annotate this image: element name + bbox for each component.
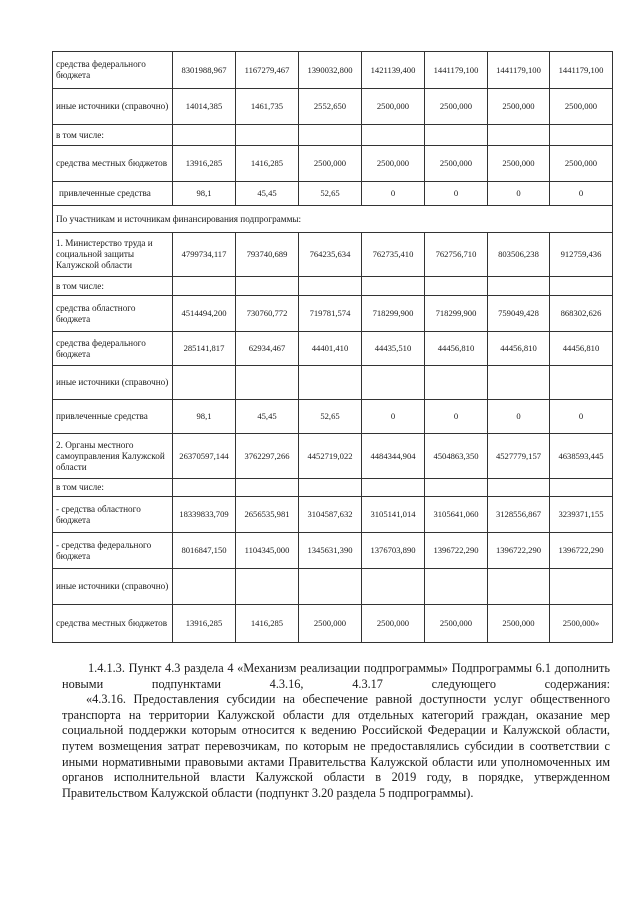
empty-cell — [488, 277, 550, 296]
value-cell: 44435,510 — [362, 332, 425, 366]
table-row — [53, 400, 613, 434]
value-cell: 4799734,117 — [173, 233, 236, 277]
paragraph-1: 1.4.1.3. Пункт 4.3 раздела 4 «Механизм реализации подпрограммы» Подпрограммы 6.1 дополнить новыми подпунктами 4.3.16, 4.3.17 следующего содержания: — [62, 661, 610, 691]
empty-cell — [362, 125, 425, 146]
table-row — [53, 146, 613, 182]
value-cell: 2552,650 — [299, 89, 362, 125]
value-cell: 44401,410 — [299, 332, 362, 366]
empty-cell — [362, 479, 425, 497]
empty-cell — [362, 277, 425, 296]
paragraph-2: «4.3.16. Предоставления субсидии на обеспечение равной доступности услуг общественного транспорта на территории Калужской области для отдельных категорий граждан, оказание мер социальной поддержки которым относится к ведению Российской Федерации и Калужской области, путем возмещения затрат перевозчикам, по которым не предоставлялись субсидии в соответствии с иными нормативными правовыми актами Правительства Калужской области или уполномоченных им органов исполнительной власти Калужской области в 2019 году, в порядке, утвержденном Правительством Калужской области (подпункт 3.20 раздела 5 подпрограммы). — [62, 692, 610, 800]
value-cell: 0 — [550, 400, 613, 434]
row-label: средства областного бюджета — [53, 296, 173, 332]
value-cell: 2500,000 — [488, 146, 550, 182]
value-cell — [299, 366, 362, 400]
empty-cell — [173, 479, 236, 497]
value-cell: 26370597,144 — [173, 434, 236, 479]
value-cell: 2500,000 — [488, 89, 550, 125]
financing-table-body — [53, 52, 613, 643]
value-cell: 2500,000 — [362, 89, 425, 125]
value-cell: 3762297,266 — [236, 434, 299, 479]
value-cell: 2656535,981 — [236, 497, 299, 533]
value-cell: 52,65 — [299, 182, 362, 206]
value-cell: 718299,900 — [425, 296, 488, 332]
empty-cell — [173, 125, 236, 146]
empty-cell — [425, 125, 488, 146]
value-cell: 1441179,100 — [488, 52, 550, 89]
value-cell: 18339833,709 — [173, 497, 236, 533]
empty-cell — [550, 125, 613, 146]
value-cell: 1396722,290 — [550, 533, 613, 569]
table-row — [53, 479, 613, 497]
value-cell: 8301988,967 — [173, 52, 236, 89]
value-cell: 44456,810 — [425, 332, 488, 366]
row-label: в том числе: — [53, 479, 173, 497]
row-label: средства федерального бюджета — [53, 52, 173, 89]
value-cell: 13916,285 — [173, 146, 236, 182]
value-cell: 3105641,060 — [425, 497, 488, 533]
value-cell: 2500,000 — [550, 146, 613, 182]
value-cell — [299, 569, 362, 605]
empty-cell — [299, 277, 362, 296]
value-cell: 868302,626 — [550, 296, 613, 332]
row-label: - средства областного бюджета — [53, 497, 173, 533]
value-cell: 2500,000 — [550, 89, 613, 125]
value-cell: 4452719,022 — [299, 434, 362, 479]
row-label: иные источники (справочно) — [53, 89, 173, 125]
value-cell — [236, 569, 299, 605]
value-cell — [425, 569, 488, 605]
value-cell: 2500,000» — [550, 605, 613, 643]
value-cell: 285141,817 — [173, 332, 236, 366]
table-row — [53, 533, 613, 569]
value-cell: 3128556,867 — [488, 497, 550, 533]
value-cell: 1416,285 — [236, 605, 299, 643]
row-label: 1. Министерство труда и социальной защиты Калужской области — [53, 233, 173, 277]
value-cell: 4484344,904 — [362, 434, 425, 479]
value-cell: 14014,385 — [173, 89, 236, 125]
value-cell — [550, 366, 613, 400]
row-label: привлеченные средства — [53, 182, 173, 206]
value-cell: 62934,467 — [236, 332, 299, 366]
value-cell: 2500,000 — [425, 89, 488, 125]
value-cell: 764235,634 — [299, 233, 362, 277]
value-cell — [236, 366, 299, 400]
value-cell — [488, 569, 550, 605]
empty-cell — [488, 479, 550, 497]
value-cell: 45,45 — [236, 182, 299, 206]
value-cell: 4504863,350 — [425, 434, 488, 479]
empty-cell — [299, 125, 362, 146]
value-cell: 44456,810 — [550, 332, 613, 366]
row-label: средства федерального бюджета — [53, 332, 173, 366]
value-cell: 803506,238 — [488, 233, 550, 277]
value-cell: 1396722,290 — [425, 533, 488, 569]
value-cell: 912759,436 — [550, 233, 613, 277]
value-cell — [425, 366, 488, 400]
table-row — [53, 434, 613, 479]
value-cell: 0 — [488, 400, 550, 434]
value-cell: 0 — [362, 182, 425, 206]
value-cell: 730760,772 — [236, 296, 299, 332]
table-row — [53, 605, 613, 643]
empty-cell — [236, 479, 299, 497]
row-label: средства местных бюджетов — [53, 605, 173, 643]
value-cell: 2500,000 — [425, 605, 488, 643]
value-cell — [550, 569, 613, 605]
value-cell: 1461,735 — [236, 89, 299, 125]
value-cell: 0 — [362, 400, 425, 434]
value-cell — [362, 569, 425, 605]
empty-cell — [550, 479, 613, 497]
value-cell: 1441179,100 — [425, 52, 488, 89]
value-cell: 3105141,014 — [362, 497, 425, 533]
value-cell: 45,45 — [236, 400, 299, 434]
value-cell: 762735,410 — [362, 233, 425, 277]
table-row — [53, 332, 613, 366]
value-cell — [488, 366, 550, 400]
row-label: По участникам и источникам финансирования подпрограммы: — [53, 206, 613, 233]
value-cell: 0 — [425, 182, 488, 206]
value-cell: 793740,689 — [236, 233, 299, 277]
empty-cell — [550, 277, 613, 296]
table-row — [53, 182, 613, 206]
value-cell: 762756,710 — [425, 233, 488, 277]
row-label: - средства федерального бюджета — [53, 533, 173, 569]
value-cell: 2500,000 — [488, 605, 550, 643]
row-label: иные источники (справочно) — [53, 366, 173, 400]
value-cell: 2500,000 — [362, 146, 425, 182]
value-cell: 718299,900 — [362, 296, 425, 332]
value-cell: 1441179,100 — [550, 52, 613, 89]
table-row — [53, 366, 613, 400]
row-label: в том числе: — [53, 277, 173, 296]
table-row — [53, 233, 613, 277]
value-cell: 1390032,800 — [299, 52, 362, 89]
value-cell: 2500,000 — [362, 605, 425, 643]
empty-cell — [173, 277, 236, 296]
table-row — [53, 89, 613, 125]
table-row — [53, 52, 613, 89]
table-row — [53, 125, 613, 146]
value-cell — [173, 569, 236, 605]
value-cell: 4638593,445 — [550, 434, 613, 479]
empty-cell — [488, 125, 550, 146]
value-cell: 4514494,200 — [173, 296, 236, 332]
value-cell: 2500,000 — [425, 146, 488, 182]
value-cell: 719781,574 — [299, 296, 362, 332]
value-cell: 44456,810 — [488, 332, 550, 366]
value-cell: 1167279,467 — [236, 52, 299, 89]
value-cell: 52,65 — [299, 400, 362, 434]
amendment-text — [62, 661, 610, 801]
value-cell — [362, 366, 425, 400]
table-row — [53, 206, 613, 233]
row-label: средства местных бюджетов — [53, 146, 173, 182]
empty-cell — [236, 125, 299, 146]
table-row — [53, 569, 613, 605]
value-cell: 1421139,400 — [362, 52, 425, 89]
value-cell: 1396722,290 — [488, 533, 550, 569]
value-cell: 759049,428 — [488, 296, 550, 332]
row-label: 2. Органы местного самоуправления Калужской области — [53, 434, 173, 479]
value-cell: 2500,000 — [299, 146, 362, 182]
value-cell: 13916,285 — [173, 605, 236, 643]
value-cell: 0 — [488, 182, 550, 206]
row-label: в том числе: — [53, 125, 173, 146]
row-label: иные источники (справочно) — [53, 569, 173, 605]
row-label: привлеченные средства — [53, 400, 173, 434]
value-cell: 98,1 — [173, 400, 236, 434]
table-row — [53, 277, 613, 296]
value-cell: 3239371,155 — [550, 497, 613, 533]
empty-cell — [425, 479, 488, 497]
value-cell — [173, 366, 236, 400]
empty-cell — [236, 277, 299, 296]
empty-cell — [299, 479, 362, 497]
value-cell: 1345631,390 — [299, 533, 362, 569]
value-cell: 1416,285 — [236, 146, 299, 182]
value-cell: 1104345,000 — [236, 533, 299, 569]
table-row — [53, 296, 613, 332]
table-row — [53, 497, 613, 533]
value-cell: 2500,000 — [299, 605, 362, 643]
value-cell: 4527779,157 — [488, 434, 550, 479]
financing-table — [52, 51, 613, 643]
value-cell: 3104587,632 — [299, 497, 362, 533]
value-cell: 1376703,890 — [362, 533, 425, 569]
value-cell: 0 — [425, 400, 488, 434]
empty-cell — [425, 277, 488, 296]
value-cell: 0 — [550, 182, 613, 206]
value-cell: 8016847,150 — [173, 533, 236, 569]
value-cell: 98,1 — [173, 182, 236, 206]
